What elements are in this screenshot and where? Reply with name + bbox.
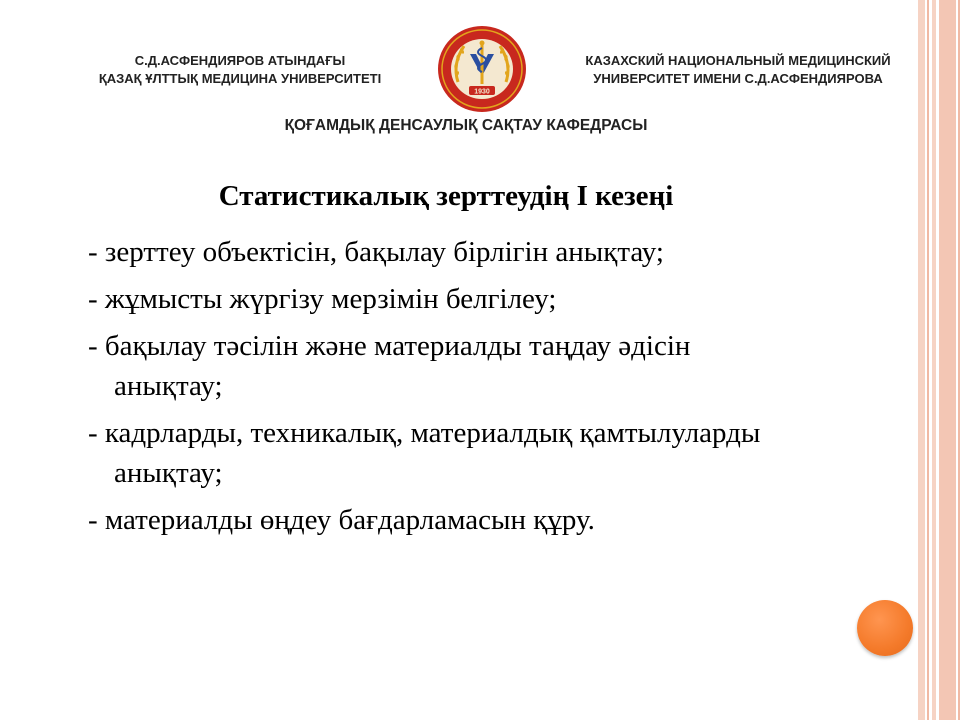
list-item: - кадрларды, техникалық, материалдық қамтылуларды анықтау; bbox=[88, 417, 761, 489]
university-name-russian-line1: КАЗАХСКИЙ НАЦИОНАЛЬНЫЙ МЕДИЦИНСКИЙ bbox=[585, 53, 891, 68]
university-name-russian-line2: УНИВЕРСИТЕТ ИМЕНИ С.Д.АСФЕНДИЯРОВА bbox=[593, 71, 883, 86]
decorative-orange-circle bbox=[857, 600, 913, 656]
list-item: - материалды өңдеу бағдарламасын құру. bbox=[88, 504, 595, 536]
university-name-kazakh bbox=[50, 52, 430, 88]
department-name: ҚОҒАМДЫҚ ДЕНСАУЛЫҚ САҚТАУ КАФЕДРАСЫ bbox=[284, 117, 648, 134]
content-list bbox=[88, 232, 788, 547]
list-item: - жұмысты жүргізу мерзімін белгілеу; bbox=[88, 283, 557, 315]
university-name-kazakh-line2: ҚАЗАҚ ҰЛТТЫҚ МЕДИЦИНА УНИВЕРСИТЕТІ bbox=[98, 71, 382, 86]
logo-year-text: 1930 bbox=[474, 88, 490, 96]
university-name-russian bbox=[548, 52, 928, 88]
decorative-side-stripes bbox=[912, 0, 960, 720]
list-item: - бақылау тәсілін және материалды таңдау әдісін анықтау; bbox=[88, 330, 691, 402]
slide-title: Статистикалық зерттеудің I кезеңі bbox=[218, 180, 674, 212]
university-logo bbox=[436, 24, 528, 114]
university-name-kazakh-line1: С.Д.АСФЕНДИЯРОВ АТЫНДАҒЫ bbox=[134, 53, 346, 68]
list-item: - зерттеу объектісін, бақылау бірлігін анықтау; bbox=[88, 236, 664, 268]
